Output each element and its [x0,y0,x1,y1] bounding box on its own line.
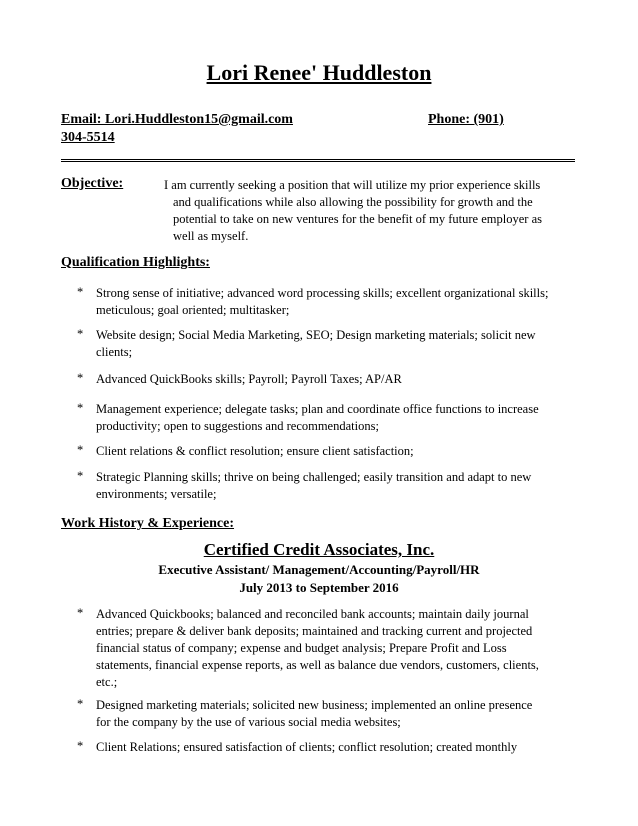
separator-rule [61,159,575,162]
item-line: Strategic Planning skills; thrive on being challenged; easily transition and adapt to new [96,470,532,484]
item-line: Advanced Quickbooks; balanced and reconciled bank accounts; maintain daily journal [96,607,529,621]
item-line: financial status of company; expense and budget analysis; Prepare Profit and Loss [96,641,507,655]
bullet-marker: * [77,443,84,457]
resume-name: Lori Renee' Huddleston [206,60,432,85]
item-line: productivity; open to suggestions and recommendations; [96,419,379,433]
bullet-marker: * [77,697,84,711]
item-line: entries; prepare & deliver bank deposits; maintained and tracking current and projected [96,624,533,638]
bullet-marker: * [77,371,84,385]
item-line: Advanced QuickBooks skills; Payroll; Payroll Taxes; AP/AR [96,372,402,386]
bullet-marker: * [77,739,84,753]
item-line: Client relations & conflict resolution; ensure client satisfaction; [96,444,414,458]
phone-label: Phone: (901) [428,112,504,127]
qualification-item [96,401,578,435]
work-item [96,697,578,731]
qualifications-heading: Qualification Highlights: [61,255,210,270]
item-line: Management experience; delegate tasks; plan and coordinate office functions to increase [96,402,539,416]
bullet-marker: * [77,285,84,299]
bullet-marker: * [77,469,84,483]
work-item [96,606,578,691]
item-line: clients; [96,345,133,359]
objective-line-2: and qualifications while also allowing the possibility for growth and the [173,195,533,209]
phone-number: 304-5514 [61,130,115,145]
bullet-marker: * [77,606,84,620]
objective-line-3: potential to take on new ventures for the benefit of my future employer as [173,212,542,226]
qualification-item [96,469,578,503]
qualification-item [96,443,578,460]
job-title: Executive Assistant/ Management/Accounting/Payroll/HR [158,562,480,577]
email[interactable]: Email: Lori.Huddleston15@gmail.com [61,112,293,127]
job-dates: July 2013 to September 2016 [239,580,399,595]
item-line: Designed marketing materials; solicited new business; implemented an online presence [96,698,533,712]
objective-label: Objective: [61,176,124,191]
work-heading: Work History & Experience: [61,516,235,531]
bullet-marker: * [77,401,84,415]
item-line: statements, financial expense reports, as well as balance due vendors, customers, clients, [96,658,539,672]
bullet-marker: * [77,327,84,341]
qualification-item [96,371,578,388]
item-line: for the company by the use of various social media websites; [96,715,401,729]
item-line: meticulous; goal oriented; multitasker; [96,303,290,317]
item-line: Client Relations; ensured satisfaction of clients; conflict resolution; created monthly [96,740,518,754]
work-item [96,739,578,756]
item-line: etc.; [96,675,118,689]
company-name: Certified Credit Associates, Inc. [203,540,435,559]
objective-line-1: I am currently seeking a position that will utilize my prior experience skills [164,178,541,192]
item-line: environments; versatile; [96,487,217,501]
qualification-item [96,285,578,319]
objective-line-4: well as myself. [173,229,249,243]
item-line: Website design; Social Media Marketing, SEO; Design marketing materials; solicit new [96,328,536,342]
qualification-item [96,327,578,361]
item-line: Strong sense of initiative; advanced word processing skills; excellent organizational skills; [96,286,549,300]
